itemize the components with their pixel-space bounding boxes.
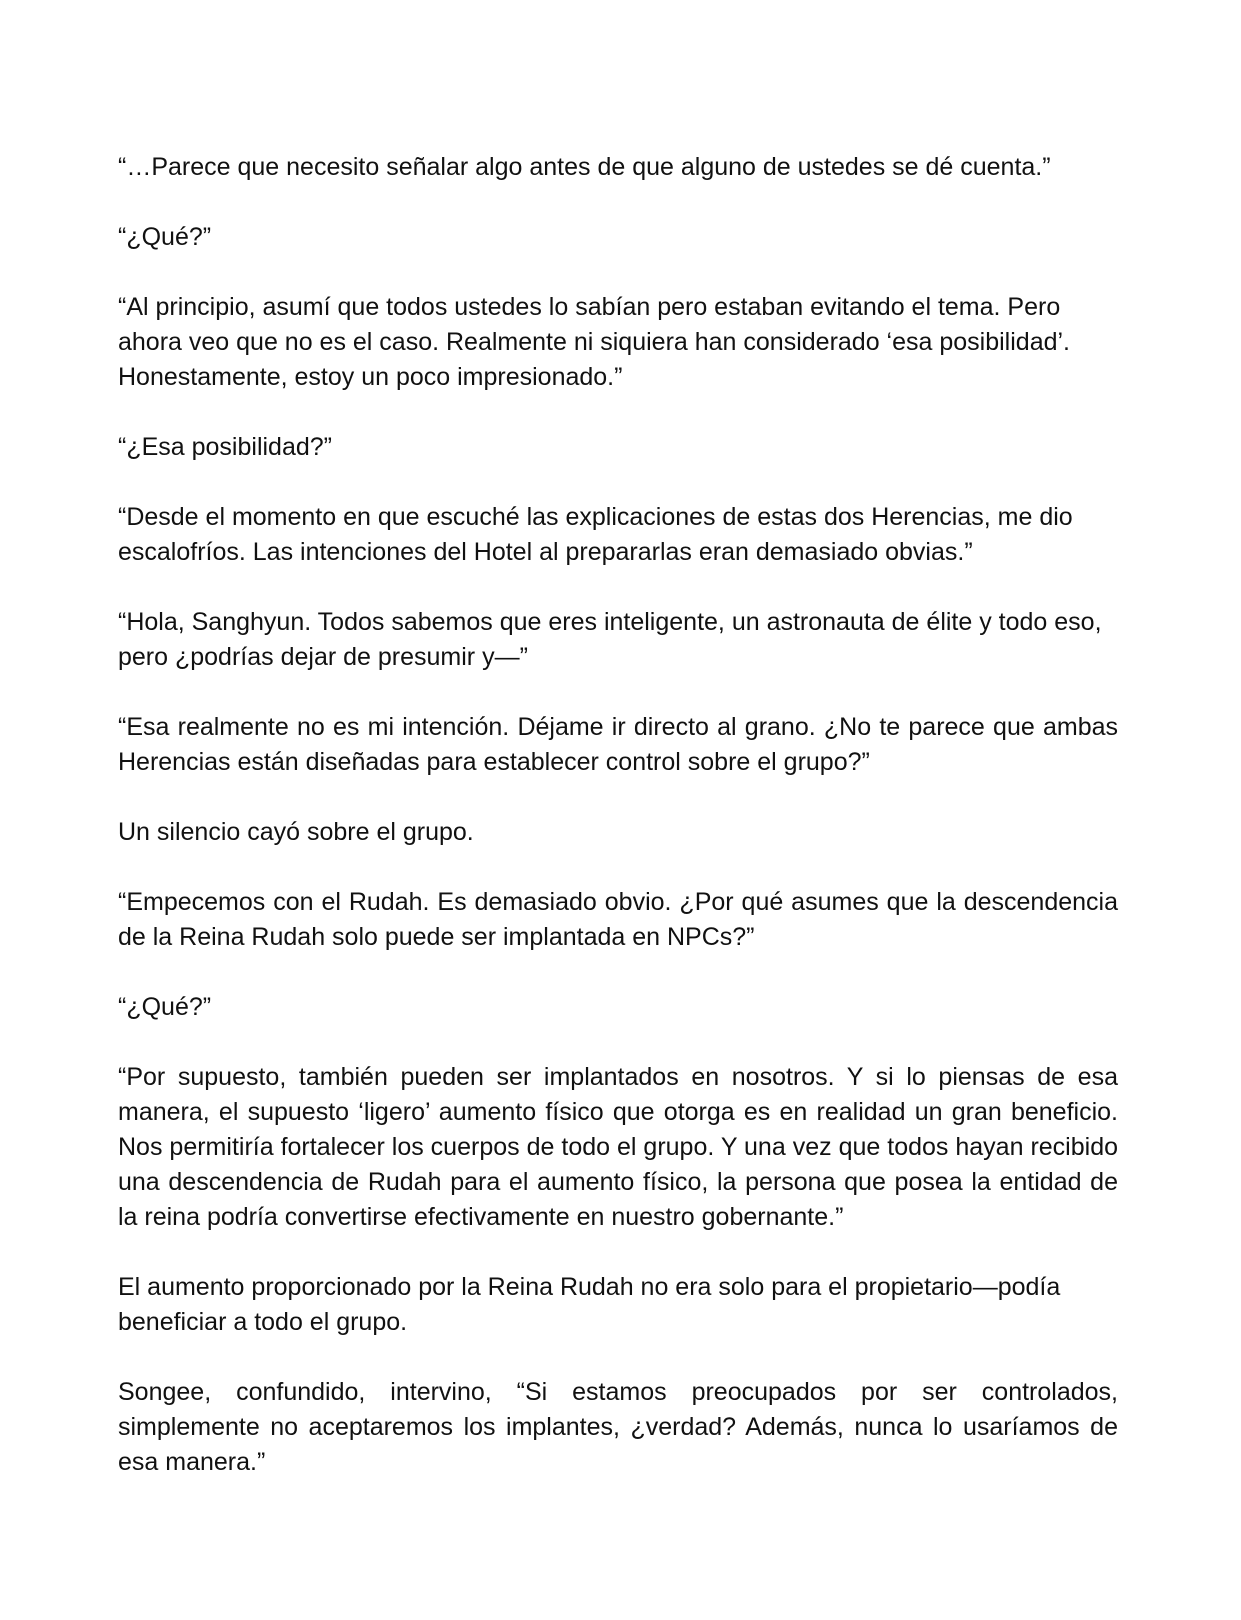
paragraph-6: “Hola, Sanghyun. Todos sabemos que eres inteligente, un astronauta de élite y todo eso, pero ¿podrías dejar de presumir y—” (118, 608, 1102, 671)
paragraph-3: “Al principio, asumí que todos ustedes lo sabían pero estaban evitando el tema. Pero ahora veo que no es el caso. Realmente ni siquiera han considerado ‘esa posibilidad’. Honestamente, estoy un poco impresionado.” (118, 293, 1071, 391)
document-page (118, 150, 1118, 1515)
paragraph-1: “…Parece que necesito señalar algo antes de que alguno de ustedes se dé cuenta.” (118, 153, 1051, 181)
paragraph-10: “¿Qué?” (118, 993, 212, 1021)
paragraph-9: “Empecemos con el Rudah. Es demasiado obvio. ¿Por qué asumes que la descendencia de la Reina Rudah solo puede ser implantada en NPCs?” (118, 888, 1118, 951)
paragraph-11: “Por supuesto, también pueden ser implantados en nosotros. Y si lo piensas de esa manera, el supuesto ‘ligero’ aumento físico que otorga es en realidad un gran beneficio. Nos permitiría fortalecer los cuerpos de todo el grupo. Y una vez que todos hayan recibido una descendencia de Rudah para el aumento físico, la persona que posea la entidad de la reina podría convertirse efectivamente en nuestro gobernante.” (118, 1063, 1118, 1231)
paragraph-4: “¿Esa posibilidad?” (118, 433, 332, 461)
paragraph-8: Un silencio cayó sobre el grupo. (118, 818, 474, 846)
paragraph-12: El aumento proporcionado por la Reina Rudah no era solo para el propietario—podía beneficiar a todo el grupo. (118, 1273, 1061, 1336)
paragraph-7: “Esa realmente no es mi intención. Déjame ir directo al grano. ¿No te parece que ambas Herencias están diseñadas para establecer control sobre el grupo?” (118, 713, 1118, 776)
paragraph-13: Songee, confundido, intervino, “Si estamos preocupados por ser controlados, simplemente no aceptaremos los implantes, ¿verdad? Además, nunca lo usaríamos de esa manera.” (118, 1378, 1118, 1476)
paragraph-5: “Desde el momento en que escuché las explicaciones de estas dos Herencias, me dio escalofríos. Las intenciones del Hotel al prepararlas eran demasiado obvias.” (118, 503, 1073, 566)
paragraph-2: “¿Qué?” (118, 223, 212, 251)
